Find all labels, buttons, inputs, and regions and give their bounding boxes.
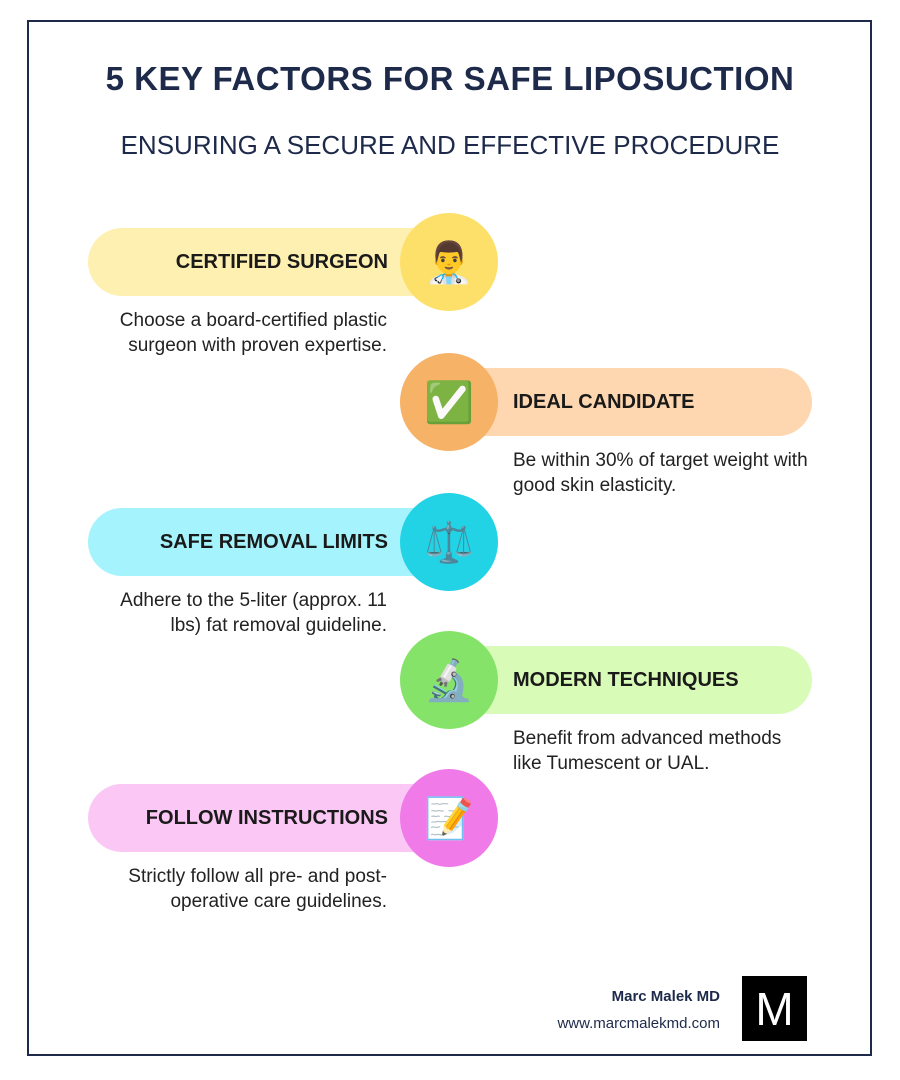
brand-name: Marc Malek MD [611,988,720,1005]
doctor-icon: 👨‍⚕️ [400,213,498,311]
factor-description: Be within 30% of target weight with good skin elasticity. [513,450,808,496]
page-title: 5 KEY FACTORS FOR SAFE LIPOSUCTION [105,60,795,97]
factor-description: Choose a board-certified plastic surgeon with proven expertise. [119,310,387,356]
factor-title: IDEAL CANDIDATE [513,390,695,413]
factor-title: FOLLOW INSTRUCTIONS [145,806,388,829]
factor-description: Adhere to the 5-liter (approx. 11 lbs) fat removal guideline. [120,590,387,636]
brand-block [557,988,720,1032]
brand-logo: M [742,976,807,1041]
factor-title: MODERN TECHNIQUES [513,668,739,691]
page-subtitle: ENSURING A SECURE AND EFFECTIVE PROCEDURE [120,130,780,160]
memo-icon: 📝 [400,769,498,867]
brand-url[interactable]: www.marcmalekmd.com [557,1015,720,1032]
factor-title: CERTIFIED SURGEON [175,250,388,273]
microscope-icon: 🔬 [400,631,498,729]
check-icon: ✅ [400,353,498,451]
scale-icon: ⚖️ [400,493,498,591]
factor-title: SAFE REMOVAL LIMITS [159,530,388,553]
factor-description: Strictly follow all pre- and post-operative care guidelines. [128,866,387,912]
factor-description: Benefit from advanced methods like Tumescent or UAL. [513,728,782,774]
